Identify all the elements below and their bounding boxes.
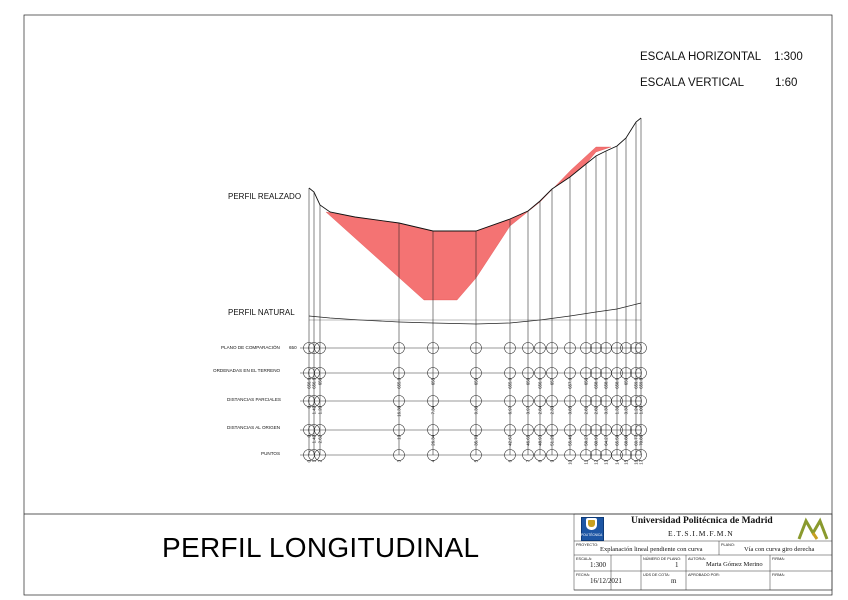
plano-label: PLANO:	[721, 543, 735, 547]
station-origen-5: 35.70	[473, 435, 479, 446]
station-punto-0: 0	[306, 460, 312, 463]
row-label-ordenadas: ORDENADAS EN EL TERRENO	[213, 368, 281, 373]
escala-horizontal-value: 1:300	[774, 51, 803, 63]
station-ordenada-5: 655	[473, 378, 479, 386]
row-label-parciales: DISTANCIAS PARCIALES	[227, 397, 281, 402]
station-ordenada-16: 659.6	[633, 378, 639, 389]
station-origen-14: 65.58	[614, 435, 620, 446]
station-punto-6: 6	[507, 460, 513, 463]
station-parcial-5: 9.36	[473, 406, 479, 415]
station-origen-2: 2.62	[317, 435, 323, 444]
station-parcial-1: 1.42	[311, 406, 317, 415]
station-ordenada-10: 657.6	[567, 378, 573, 389]
station-ordenada-12: 658.6	[593, 378, 599, 389]
station-parcial-9: 2.33	[549, 406, 555, 415]
row-label-puntos: PUNTOS	[261, 451, 281, 456]
fecha-value: 16/12/2021	[590, 577, 622, 585]
firma-label: FIRMA:	[772, 557, 785, 561]
sheet-border	[24, 15, 832, 595]
autor-value: Marta Gómez Merino	[706, 561, 763, 568]
station-ordenada-6: 655.8	[507, 378, 513, 389]
station-parcial-17: 1.09	[638, 406, 644, 415]
uds-cota-label: UDS DE COTA:	[643, 573, 670, 577]
numero-plano-label: NÚMERO DE PLANO:	[643, 557, 682, 561]
station-parcial-2: 1.20	[317, 406, 323, 415]
station-punto-16: 16	[633, 460, 639, 465]
station-ordenada-4: 655	[430, 378, 436, 386]
station-origen-7: 46.65	[525, 435, 531, 446]
main-title: PERFIL LONGITUDINAL	[162, 532, 480, 563]
station-origen-15: 68.88	[623, 435, 629, 446]
station-parcial-13: 3.37	[603, 406, 609, 415]
station-punto-7: 7	[525, 460, 531, 463]
station-origen-13: 64.27	[603, 435, 609, 446]
station-parcial-8: 2.84	[537, 406, 543, 415]
station-parcial-16: 1.24	[633, 406, 639, 415]
station-ordenada-11: 658	[583, 378, 589, 386]
escala-horizontal-label: ESCALA HORIZONTAL	[640, 51, 762, 63]
station-punto-3: 3	[396, 460, 402, 463]
row-label-plano: PLANO DE COMPARACIÓN	[221, 345, 280, 350]
vertical-station-lines	[306, 118, 641, 455]
station-ordenada-7: 656	[525, 378, 531, 386]
station-origen-4: 26.34	[430, 435, 436, 446]
numero-plano-value: 1	[675, 561, 679, 569]
logo-caption: POLITÉCNICA	[581, 533, 603, 537]
station-ordenada-13: 658.6	[603, 378, 609, 389]
station-parcial-11: 2.81	[583, 406, 589, 415]
station-ordenada-3: 655.8	[396, 378, 402, 389]
escala-label: ESCALA:	[576, 557, 593, 561]
escala-vertical-label: ESCALA VERTICAL	[640, 77, 744, 89]
station-origen-16: 69.77	[633, 435, 639, 446]
school-logo-mark	[799, 521, 827, 539]
station-parcial-14: 1.31	[614, 406, 620, 415]
station-ordenada-8: 656.6	[537, 378, 543, 389]
autor-label: AUTOR/A:	[688, 557, 706, 561]
station-parcial-0: 0	[306, 406, 312, 409]
station-punto-2: 2	[317, 460, 323, 463]
fecha-label: FECHA:	[576, 573, 590, 577]
station-origen-12: 60.99	[593, 435, 599, 446]
uds-cota-value: m	[671, 577, 677, 585]
station-punto-4: 4	[430, 460, 436, 463]
escala-vertical-value: 1:60	[775, 77, 798, 89]
station-ordenada-0: 656.6	[306, 378, 312, 389]
school-name: E.T.S.I.M.F.M.N	[668, 529, 734, 538]
station-punto-10: 10	[567, 460, 573, 465]
university-crest-inner	[588, 520, 595, 527]
perfil-natural-label: PERFIL NATURAL	[228, 308, 295, 317]
station-values	[307, 377, 644, 464]
escala-value: 1:300	[590, 561, 606, 569]
station-punto-5: 5	[473, 460, 479, 463]
station-parcial-12: 2.82	[593, 406, 599, 415]
station-parcial-3: 16.38	[396, 406, 402, 417]
university-name: Universidad Politécnica de Madrid	[631, 516, 773, 526]
station-parcial-10: 3.85	[567, 406, 573, 415]
row-label-origen: DISTANCIAS AL ORIGEN	[227, 425, 281, 430]
station-ordenada-15: 659	[623, 378, 629, 386]
station-ordenada-2: 656	[317, 378, 323, 386]
fill-area	[326, 147, 611, 300]
station-origen-17: 70.86	[638, 435, 644, 446]
station-punto-8: 8	[537, 460, 543, 463]
station-parcial-7: 3.97	[525, 406, 531, 415]
station-ordenada-14: 658.6	[614, 378, 620, 389]
station-origen-11: 58.27	[583, 435, 589, 446]
station-parcial-6: 6.97	[507, 406, 513, 415]
perfil-realzado-label: PERFIL REALZADO	[228, 192, 302, 201]
station-punto-11: 11	[583, 460, 589, 465]
station-ordenada-1: 656.6	[311, 378, 317, 389]
firma-label-2: FIRMA:	[772, 573, 785, 577]
station-origen-1: 1.42	[311, 435, 317, 444]
station-origen-10: 55.46	[567, 435, 573, 446]
station-punto-17: 17	[638, 460, 644, 465]
terrain-profile	[309, 118, 641, 231]
station-origen-6: 42.67	[507, 435, 513, 446]
proyecto-label: PROYECTO:	[576, 543, 599, 547]
station-punto-9: 9	[549, 460, 555, 463]
station-punto-13: 13	[603, 460, 609, 465]
station-punto-14: 14	[614, 460, 620, 465]
station-origen-0: 0	[306, 435, 312, 438]
station-ordenada-17: 659.8	[638, 378, 644, 389]
station-punto-15: 15	[623, 460, 629, 465]
natural-profile-line	[309, 303, 641, 324]
aprobado-label: APROBADO POR:	[688, 573, 720, 577]
station-origen-9: 51.26	[549, 435, 555, 446]
proyecto-value: Explanación lineal pendiente con curva	[600, 546, 703, 553]
station-punto-12: 12	[593, 460, 599, 465]
station-parcial-4: 7.34	[430, 406, 436, 415]
station-ordenada-9: 657	[549, 378, 555, 386]
station-punto-1: 1	[311, 460, 317, 463]
plano-value: 650	[289, 345, 297, 350]
plano-value: Vía con curva giro derecha	[744, 546, 815, 553]
station-origen-3: 19	[396, 435, 402, 440]
station-origen-8: 48.93	[537, 435, 543, 446]
station-parcial-15: 3.37	[623, 406, 629, 415]
